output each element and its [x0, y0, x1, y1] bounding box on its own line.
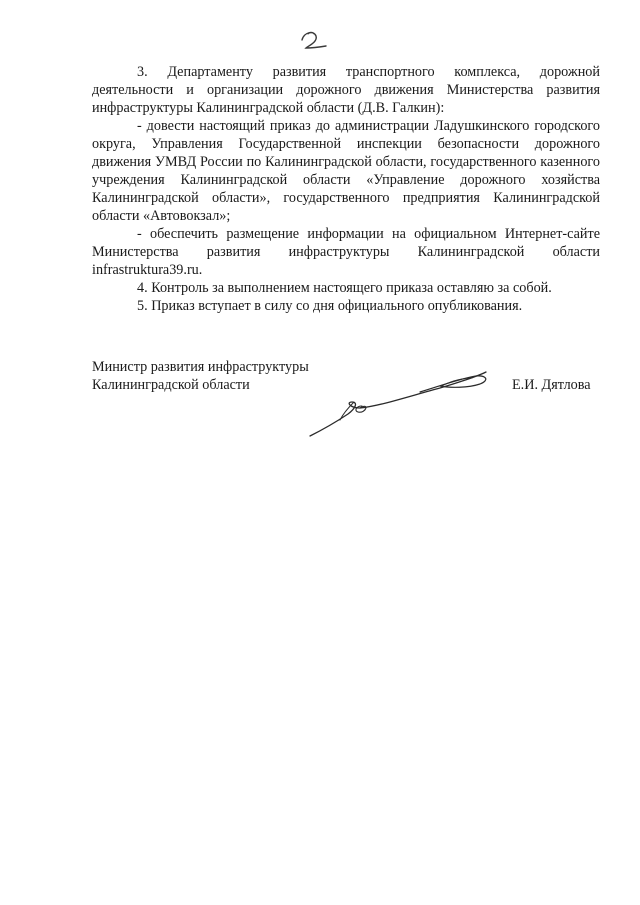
signer-name: Е.И. Дятлова — [512, 377, 591, 393]
handwritten-page-number — [296, 26, 336, 52]
paragraph-item-5: 5. Приказ вступает в силу со дня официального опубликования. — [137, 298, 523, 314]
paragraph-item-4: 4. Контроль за выполнением настоящего приказа оставляю за собой. — [137, 280, 552, 296]
paragraph-item-3-bullet-2: - обеспечить размещение информации на официальном Интернет-сайте Министерства развития инфраструктуры Калининградской области infrastruktura39.ru. — [92, 226, 600, 278]
paragraph-item-3: 3. Департаменту развития транспортного комплекса, дорожной деятельности и организации дорожного движения Министерства развития инфраструктуры Калининградской области (Д.В. Галкин): — [92, 64, 600, 116]
signer-position-line-1: Министр развития инфраструктуры — [92, 359, 309, 375]
handwritten-signature — [300, 362, 500, 442]
signer-position-line-2: Калининградской области — [92, 377, 250, 393]
order-body-text — [92, 63, 600, 315]
paragraph-item-3-bullet-1: - довести настоящий приказ до администрации Ладушкинского городского округа, Управления Государственной инспекции безопасности дорожного движения УМВД России по Калининградской области, государственного казенного учреждения Калининградской области «Управление дорожного хозяйства Калининградской области», государственного предприятия Калининградской области «Автовокзал»; — [92, 118, 600, 224]
